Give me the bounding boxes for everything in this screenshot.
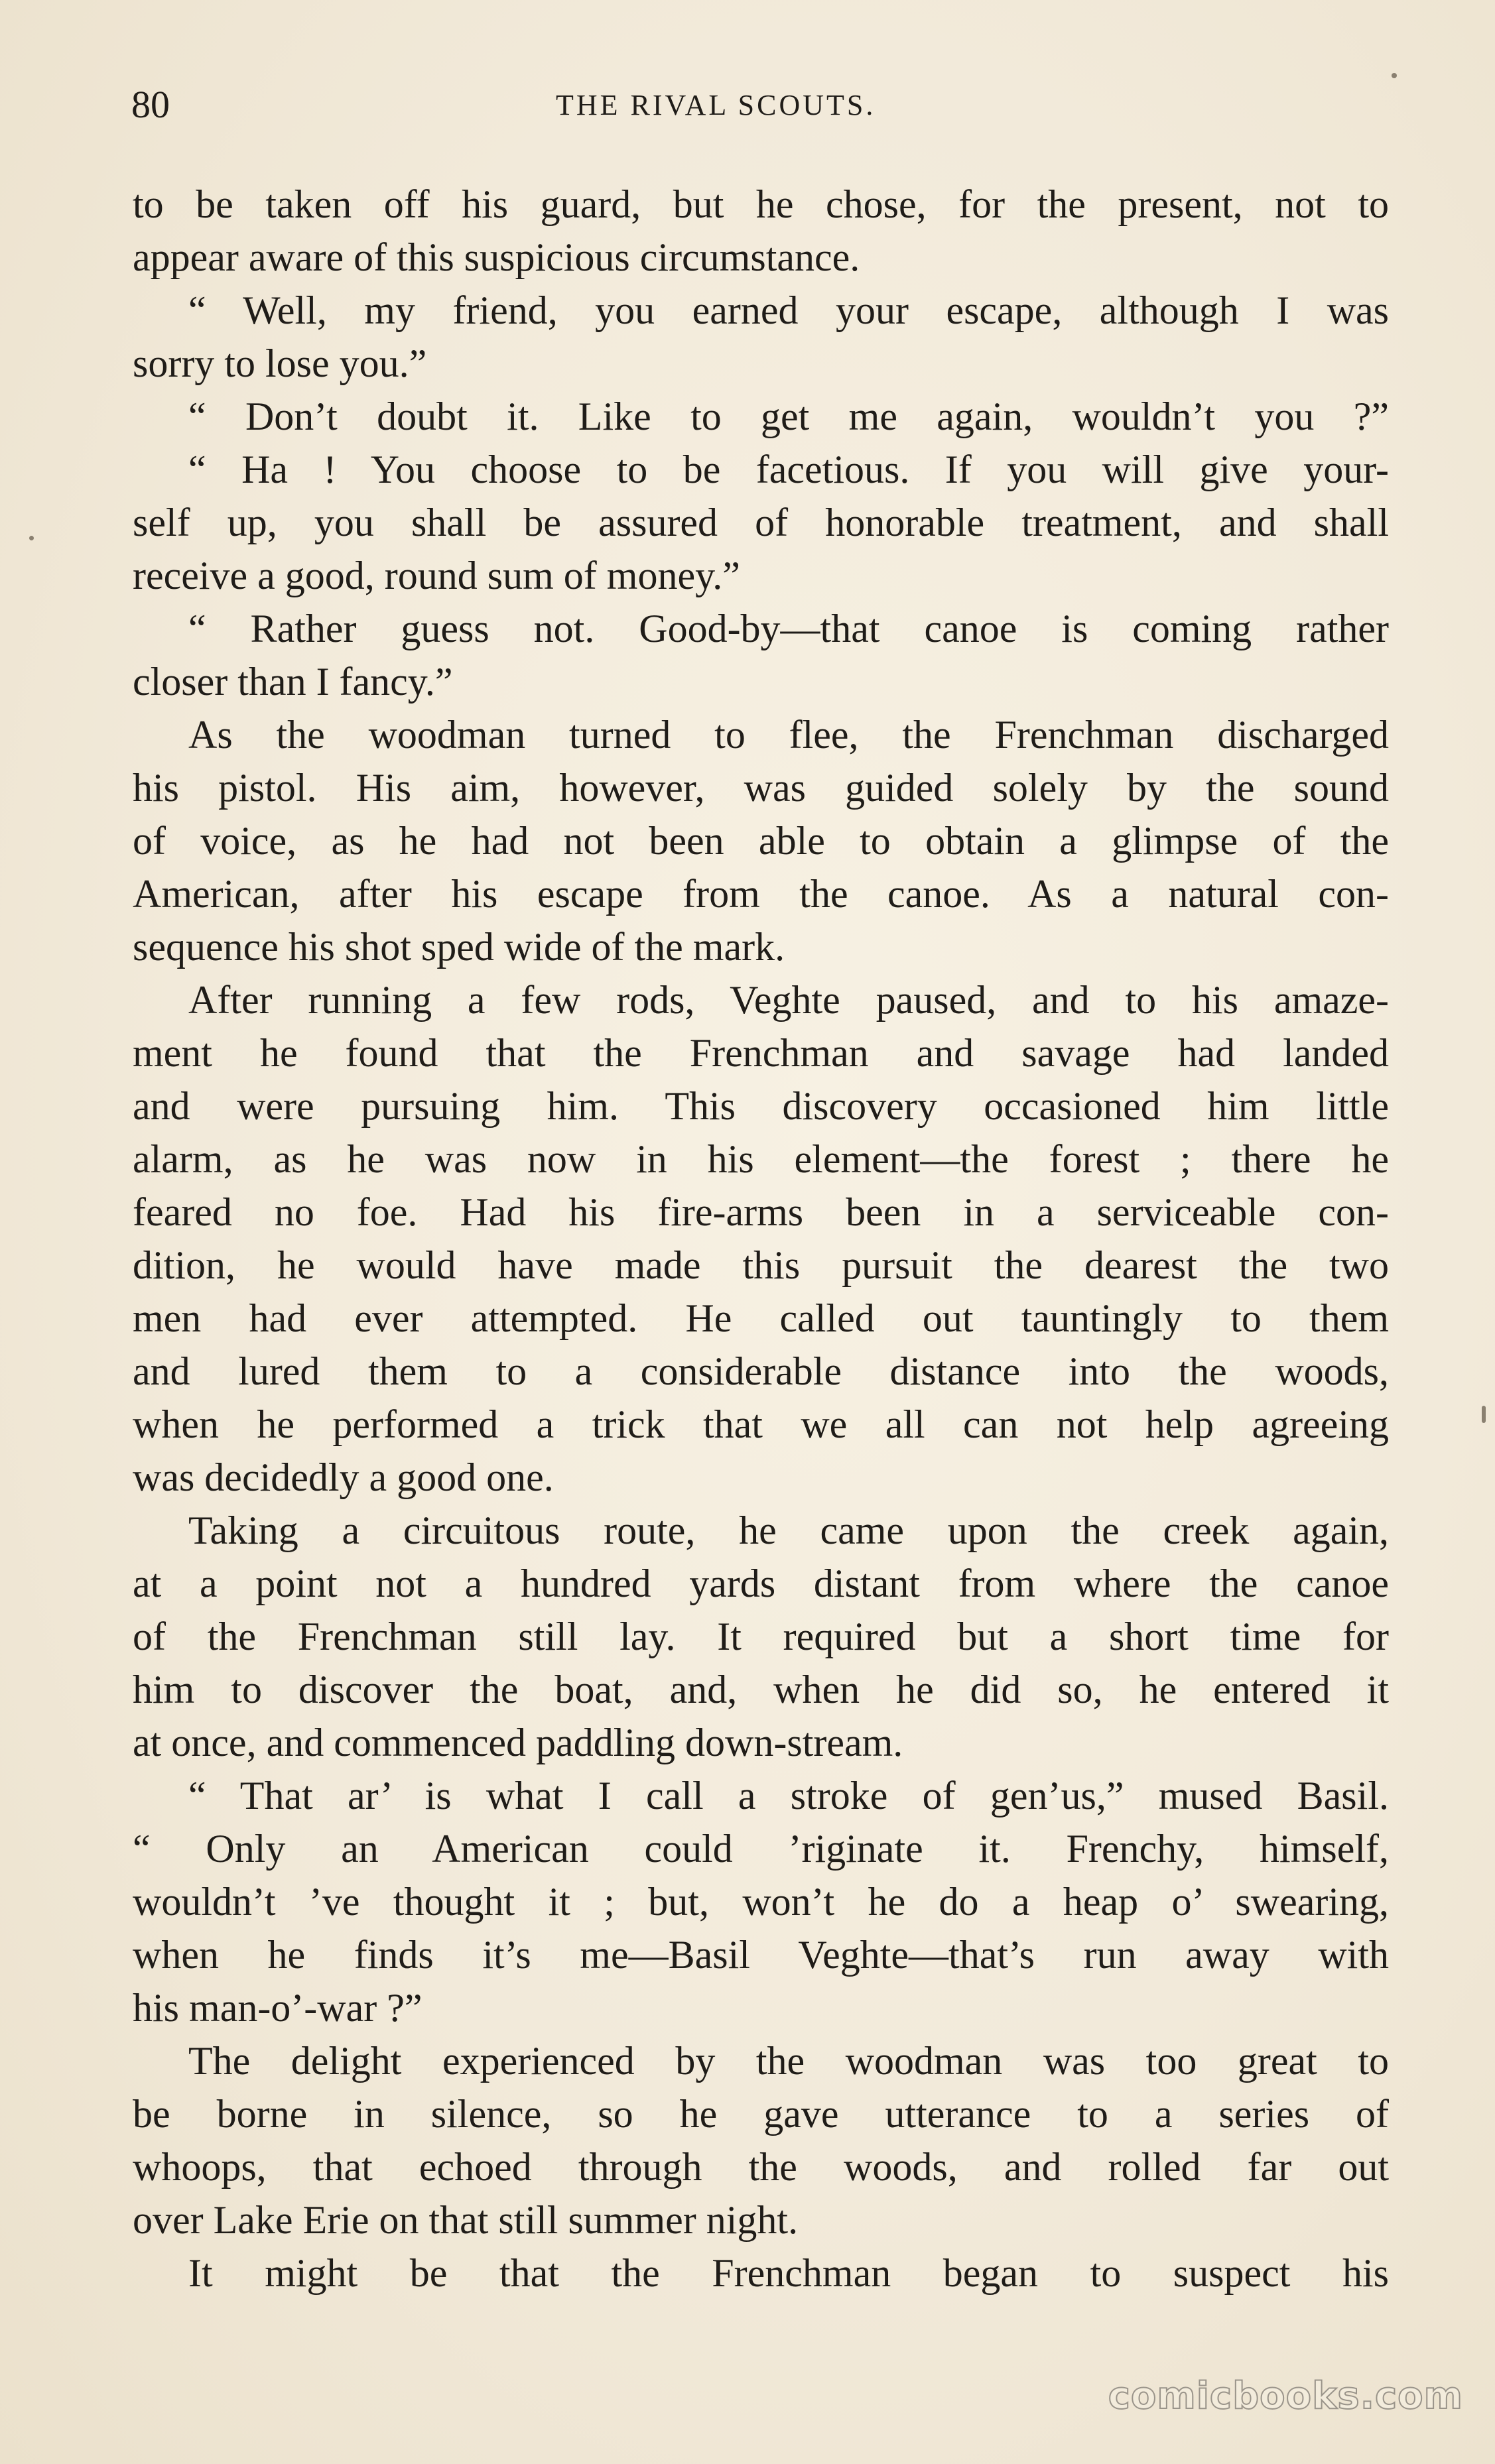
text-line: “ Rather guess not. Good-by—that canoe is coming rather xyxy=(188,607,1389,650)
text-line: at a point not a hundred yards distant from where the canoe xyxy=(133,1562,1389,1605)
text-line: sorry to lose you.” xyxy=(133,341,427,385)
text-line: his pistol. His aim, however, was guided solely by the sound xyxy=(133,766,1389,810)
text-line: and were pursuing him. This discovery occasioned him little xyxy=(133,1084,1389,1128)
text-line: his man-o’-war ?” xyxy=(133,1986,422,2030)
text-line: over Lake Erie on that still summer night. xyxy=(133,2198,799,2242)
text-line: “ Ha ! You choose to be facetious. If you will give your- xyxy=(188,448,1389,491)
paper-speck xyxy=(1392,73,1397,78)
text-line: American, after his escape from the canoe. As a natural con- xyxy=(133,872,1389,916)
text-line: “ Don’t doubt it. Like to get me again, wouldn’t you ?” xyxy=(188,395,1389,438)
text-line: “ That ar’ is what I call a stroke of gen’us,” mused Basil. xyxy=(188,1774,1389,1817)
text-line: “ Well, my friend, you earned your escape, although I was xyxy=(188,288,1389,332)
paper-speck xyxy=(1482,1406,1486,1423)
page-number: 80 xyxy=(131,83,170,126)
watermark: comicbooks.com xyxy=(1108,2374,1463,2418)
text-line: dition, he would have made this pursuit the dearest the two xyxy=(133,1243,1389,1287)
text-line: The delight experienced by the woodman was too great to xyxy=(188,2039,1389,2083)
text-line: alarm, as he was now in his element—the forest ; there he xyxy=(133,1137,1389,1181)
text-line: and lured them to a considerable distance into the woods, xyxy=(133,1349,1389,1393)
text-line: receive a good, round sum of money.” xyxy=(133,554,740,597)
text-line: of voice, as he had not been able to obtain a glimpse of the xyxy=(133,819,1389,863)
body-text xyxy=(133,178,1389,2300)
paper-speck xyxy=(29,536,34,540)
text-line: was decidedly a good one. xyxy=(133,1455,554,1499)
text-line: closer than I fancy.” xyxy=(133,660,453,704)
text-line: As the woodman turned to flee, the Frenchman discharged xyxy=(188,713,1389,757)
text-line: of the Frenchman still lay. It required but a short time for xyxy=(133,1615,1389,1658)
text-line: self up, you shall be assured of honorable treatment, and shall xyxy=(133,501,1389,544)
text-line: when he finds it’s me—Basil Veghte—that’s run away with xyxy=(133,1933,1389,1977)
text-line: at once, and commenced paddling down-stream. xyxy=(133,1721,903,1764)
page-header xyxy=(131,78,1392,131)
text-line: to be taken off his guard, but he chose, for the present, not to xyxy=(133,182,1389,226)
text-line: sequence his shot sped wide of the mark. xyxy=(133,925,785,969)
text-line: appear aware of this suspicious circumstance. xyxy=(133,235,860,279)
text-line: “ Only an American could ’riginate it. Frenchy, himself, xyxy=(133,1827,1389,1871)
text-line: ment he found that the Frenchman and savage had landed xyxy=(133,1031,1389,1075)
text-line: men had ever attempted. He called out tauntingly to them xyxy=(133,1296,1389,1340)
text-line: Taking a circuitous route, he came upon the creek again, xyxy=(188,1509,1389,1552)
text-line: It might be that the Frenchman began to suspect his xyxy=(188,2251,1389,2295)
text-line: whoops, that echoed through the woods, and rolled far out xyxy=(133,2145,1389,2189)
text-line: feared no foe. Had his fire-arms been in a serviceable con- xyxy=(133,1190,1389,1234)
text-line: wouldn’t ’ve thought it ; but, won’t he do a heap o’ swearing, xyxy=(133,1880,1389,1924)
text-line: After running a few rods, Veghte paused, and to his amaze- xyxy=(188,978,1389,1022)
running-title: THE RIVAL SCOUTS. xyxy=(556,89,876,121)
text-line: him to discover the boat, and, when he did so, he entered it xyxy=(133,1668,1389,1711)
text-line: be borne in silence, so he gave utterance to a series of xyxy=(133,2092,1389,2136)
text-line: when he performed a trick that we all can not help agreeing xyxy=(133,1402,1389,1446)
